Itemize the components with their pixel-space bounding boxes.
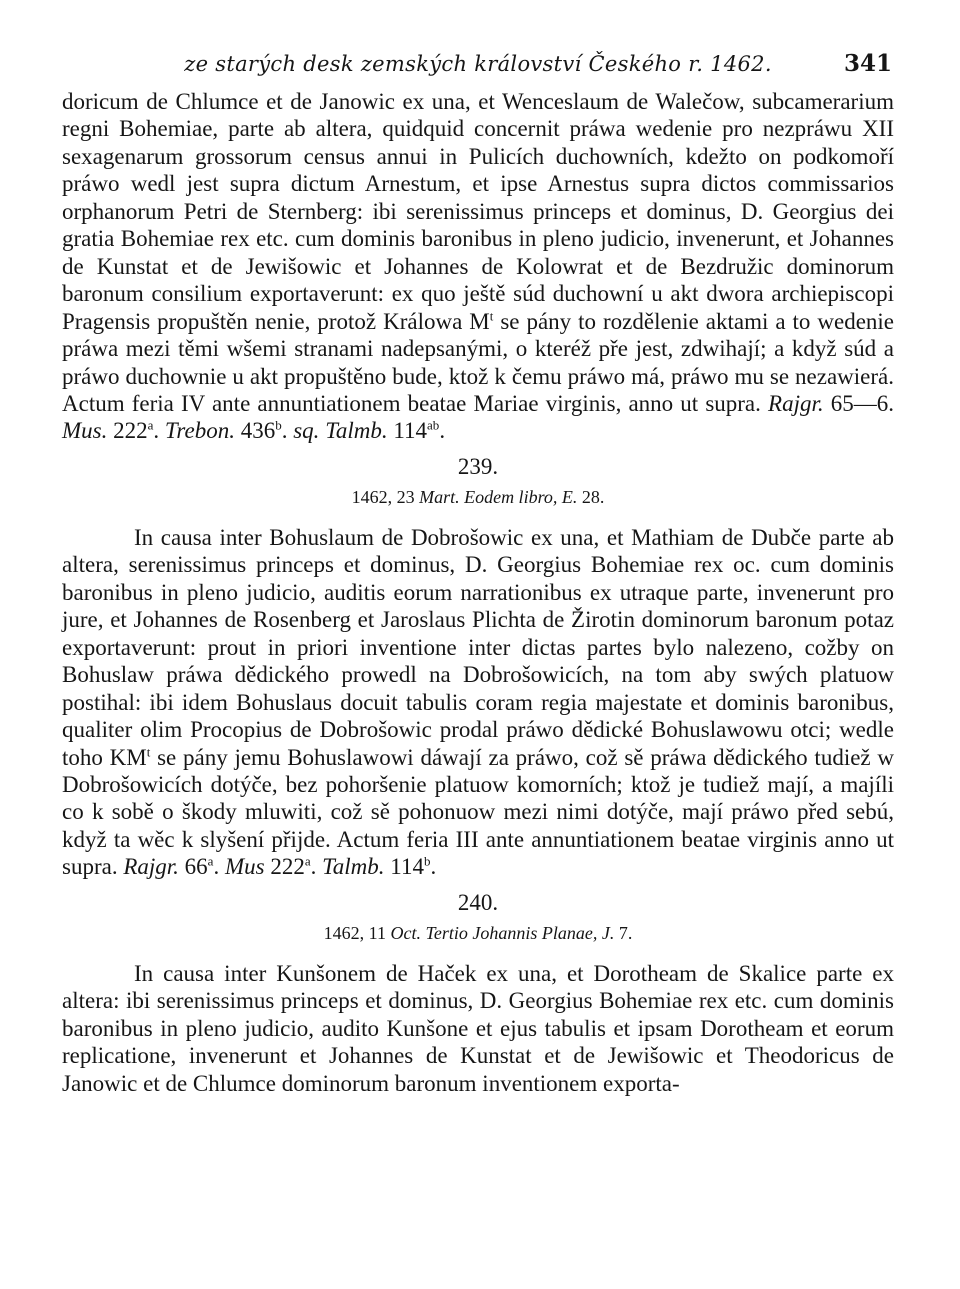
source-ref-value: 222 <box>113 418 148 444</box>
superscript: a <box>304 853 311 869</box>
entry-number: 239. <box>457 453 499 479</box>
running-head: ze starých desk zemských království Českého r. 1462. <box>184 52 772 76</box>
paragraph-entry-240 <box>62 960 894 1097</box>
entry-number: 240. <box>457 889 499 915</box>
superscript: t <box>146 743 151 759</box>
page-number: 341 <box>843 50 892 77</box>
superscript: a <box>207 853 214 869</box>
superscript: ab <box>427 417 440 433</box>
source-ref: Rajgr. <box>768 390 824 416</box>
superscript: b <box>275 417 282 433</box>
entry-date-text: 1462, 11 <box>323 922 386 943</box>
page-header <box>62 46 894 82</box>
source-ref-value: 114 <box>393 418 428 444</box>
source-ref-value: 65—6. <box>830 390 895 416</box>
paragraph-text: se pány to rozdělenie aktami a to wedenie práwa mezi těmi wšemi stranami nadepsanými, o kteréž pře jest, zdwihají; a když súd a práwo duchownie u akt propuštěno bude, ktož k čemu práwo má, práwo mu se nezawierá. Actum feria IV ante annuntiationem beatae Mariae virginis, anno ut supra. <box>62 308 895 416</box>
entry-date-text: 1462, 23 <box>351 486 415 507</box>
entry-date-text: 28. <box>581 486 605 507</box>
paragraph-text: In causa inter Bohuslaum de Dobrošowic ex una, et Mathiam de Dubče parte ab altera, serenissimus princeps et dominus, D. Georgius Bohemiae rex oc. cum dominis baronibus in pleno judicio, auditis eorum narrationibus ex utraque parte, invenerunt pro jure, et Johannes de Rosenberg et Jaroslaus Plichta de Žirotin dominorum baronum potaz exportaverunt: prout in priori inventione inter dictas partes bylo nalezeno, cožby on Bohuslaw práwa dědického prowedl na Dobrošowicích, na tom aby swých platuow postihal: ibi idem Bohuslaus docuit tabulis coram regia majestate et dominis baronibus, qualiter olim Procopius de Dobrošowic prodal práwo dědické Bohuslawowu otci; wedle toho KM <box>62 524 894 770</box>
source-ref-value: 66 <box>184 854 208 880</box>
paragraph-text: In causa inter Kunšonem de Haček ex una, et Dorotheam de Skalice parte ex altera: ibi serenissimus princeps et dominus, D. Georgius Bohemiae rex etc. cum dominis baronibus in pleno judicio, audito Kunšone et ejus tabulis et ipsam Dorotheam et eorum replicatione, invenerunt et Johannes de Kunstat et de Jewišowic et Theodoricus de Janowic et de Chlumce dominorum baronum inventionem exporta- <box>62 960 894 1096</box>
source-ref-value: 114 <box>390 854 424 880</box>
entry-date-source: Oct. Tertio Johannis Planae, J. <box>390 922 615 943</box>
paragraph-entry-239: In causa inter Bohuslaum de Dobrošowic ex una, et Mathiam de Dubče parte ab altera, serenissimus princeps et dominus, D. Georgius Bohemiae rex oc. cum dominis baronibus in pleno judicio, auditis eorum narrationibus ex utraque parte, invenerunt pro jure, et Johannes de Rosenberg et Jaroslaus Plichta de Žirotin dominorum baronum potaz exportaverunt: prout in priori inventione inter dictas partes bylo nalezeno, cožby on Bohuslaw práwa dědického prowedl na Dobrošowicích, na tom aby swých platuow postihal: ibi idem Bohuslaus docuit tabulis coram regia majestate et dominis baronibus, qualiter olim Procopius de Dobrošowic prodal práwo dědické Bohuslawowu otci; wedle toho $KM^t$ se pány jemu Bohuslawowi dáwají za práwo, což sě práwa dědického tudiež w Dobrošowicích dotýče, bez pohoršenie platuow komorních; ktož je tudiež mají, a majíli co k sobě o škody mluwiti, což sě pohonuow mezi nimi dotýče, mají práwo před sebú, když ta wěc k slyšení přijde. Actum feria III ante annuntiationem beatae virginis anno ut supra. Rajgr. 66$^a$. Mus 222$^a$. Talmb. 114$^b$. <box>62 524 894 880</box>
source-ref: sq. <box>293 418 320 444</box>
source-ref: Mus <box>224 854 265 880</box>
paragraph-continuation: doricum de Chlumce et de Janowic ex una, et Wenceslaum de Walečow, subcamerarium regni Bohemiae, parte ab altera, quidquid concernit práwa wedenie pro nezpráwu XII sexagenarum grossorum census annui in Pulicích duchowních, kdežto on podkomoří práwo wedl jest supra dictum Arnestum, et ipse Arnestus supra dictos commissarios orphanorum Petri de Sternberg: ibi serenissimus princeps et dominus, D. Georgius dei gratia Bohemiae rex etc. cum dominis baronibus in pleno judicio, invenerunt, et Johannes de Kunstat et de Jewišowic et Johannes de Kolowrat et de Bezdružic dominorum baronum consilium exportaverunt: ex quo ještě súd duchowní u akt dwora archiepiscopi Pragensis propuštěn nenie, protož Králowa $M^t$ se pány to rozdělenie aktami a to wedenie práwa mezi těmi wšemi stranami nadepsanými, o kteréž pře jest, zdwihají; a když súd a práwo duchownie u akt propuštěno bude, ktož k čemu práwo má, práwo mu se nezawierá. Actum feria IV ante annuntiationem beatae Mariae virginis, anno ut supra. Rajgr. 65—6. Mus. 222$^a$. Trebon. 436$^b$. sq. Talmb. $114^{ab}$. <box>62 89 895 444</box>
superscript: a <box>147 417 154 433</box>
entry-date <box>62 484 894 510</box>
entry-date <box>62 920 894 946</box>
entry-date-source: Mart. Eodem libro, E. <box>419 486 578 507</box>
source-ref: Talmb. <box>322 854 385 880</box>
paragraph-text: se pány jemu Bohuslawowi dáwají za práwo, což sě práwa dědického tudiež w Dobrošowicích dotýče, bez pohoršenie platuow komorních; ktož je tudiež mají, a majíli co k sobě o škody mluwiti, což sě pohonuow mezi nimi dotýče, mají práwo před sebú, když ta wěc k slyšení přijde. Actum feria III ante annuntiationem beatae virginis anno ut supra. <box>62 744 894 880</box>
source-ref: Trebon. <box>164 418 235 444</box>
paragraph-text: doricum de Chlumce et de Janowic ex una, et Wenceslaum de Walečow, subcamerarium regni Bohemiae, parte ab altera, quidquid concernit práwa wedenie pro nezpráwu XII sexagenarum grossorum census annui in Pulicích duchowních, kdežto on podkomoří práwo wedl jest supra dictum Arnestum, et ipse Arnestus supra dictos commissarios orphanorum Petri de Sternberg: ibi serenissimus princeps et dominus, D. Georgius dei gratia Bohemiae rex etc. cum dominis baronibus in pleno judicio, invenerunt, et Johannes de Kunstat et de Jewišowic et Johannes de Kolowrat et de Bezdružic dominorum baronum consilium exportaverunt: ex quo ještě súd duchowní u akt dwora archiepiscopi Pragensis propuštěn nenie, protož Králowa M <box>62 89 894 334</box>
source-ref: Talmb. <box>325 418 388 444</box>
source-ref-value: 222 <box>270 854 305 880</box>
superscript: t <box>489 307 494 323</box>
source-ref-value: 436 <box>240 418 276 444</box>
superscript: b <box>423 853 431 869</box>
entry-date-text: 7. <box>618 922 633 943</box>
source-ref: Rajgr. <box>123 854 179 880</box>
source-ref: Mus. <box>62 418 108 444</box>
body-text <box>62 88 894 1097</box>
